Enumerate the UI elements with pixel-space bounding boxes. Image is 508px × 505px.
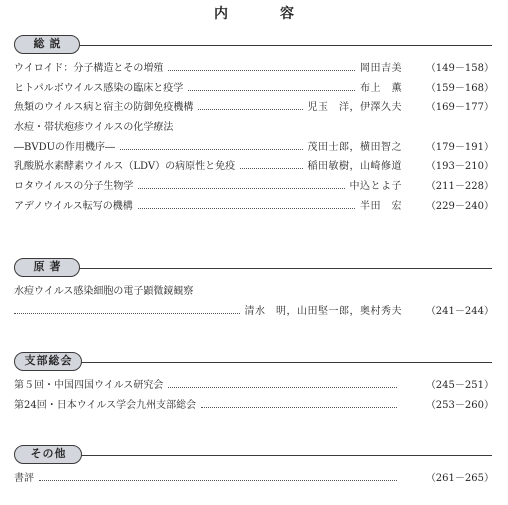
entry-list	[14, 59, 494, 217]
toc-entry	[14, 197, 494, 217]
entry-title: ヒトパルボウイルス感染の臨床と疫学	[14, 82, 184, 94]
dot-leader	[138, 180, 344, 189]
dot-leader	[168, 379, 397, 388]
section-other	[14, 445, 494, 489]
entry-title: 書評	[14, 473, 34, 484]
entry-pages: （193－210）	[425, 161, 494, 173]
section-rule	[34, 268, 492, 269]
toc-entry	[14, 138, 494, 158]
entry-pages: （229－240）	[425, 200, 494, 212]
entry-list	[14, 282, 494, 321]
toc-entry	[14, 177, 494, 197]
entry-title: ウイロイド：分子構造とその増殖	[14, 63, 164, 74]
entry-authors: 半田 宏	[360, 200, 402, 212]
section-rule	[34, 362, 492, 363]
toc-entry	[14, 302, 494, 322]
toc-entry	[14, 59, 494, 79]
entry-authors: 中込とよ子	[349, 181, 402, 193]
section-original	[14, 258, 494, 321]
entry-authors: 茂田士郎，横田智之	[307, 141, 402, 153]
dot-leader	[188, 82, 355, 91]
section-label: 総説	[14, 35, 80, 54]
entry-title: ロタウイルスの分子生物学	[14, 181, 134, 193]
dot-leader	[14, 305, 240, 314]
entry-pages: （261－265）	[425, 473, 494, 484]
section-label: 原著	[14, 258, 80, 277]
section-label: 支部総会	[14, 352, 82, 371]
entry-title: 水痘・帯状疱疹ウイルスの化学療法	[14, 122, 174, 134]
section-heading	[14, 258, 494, 278]
entry-title: 乳酸脱水素酵素ウイルス（LDV）の病原性と免疫	[14, 161, 236, 173]
toc-entry	[14, 118, 494, 138]
entry-authors: 児玉 洋，伊澤久夫	[307, 102, 402, 114]
entry-pages: （245－251）	[425, 380, 494, 391]
section-review	[14, 35, 494, 217]
entry-pages: （159－168）	[425, 82, 494, 94]
dot-leader	[198, 101, 302, 110]
dot-leader	[240, 160, 302, 169]
toc-entry	[14, 98, 494, 118]
dot-leader	[168, 62, 355, 71]
section-heading	[14, 445, 494, 465]
entry-title: アデノウイルス転写の機構	[14, 200, 133, 212]
page-title: 内容	[214, 6, 346, 22]
dot-leader	[120, 141, 302, 150]
section-label: その他	[14, 445, 82, 464]
toc-entry	[14, 79, 494, 99]
dot-leader	[39, 472, 397, 481]
entry-list	[14, 376, 494, 415]
toc-entry	[14, 282, 494, 302]
entry-authors: 清水 明，山田堅一郎，奥村秀夫	[244, 305, 402, 317]
entry-title: 水痘ウイルス感染細胞の電子顕微鏡観察	[14, 286, 194, 297]
section-heading	[14, 35, 494, 55]
toc-entry	[14, 396, 494, 416]
entry-list	[14, 469, 494, 489]
entry-title: 第５回・中国四国ウイルス研究会	[14, 380, 164, 391]
section-branch-meeting	[14, 352, 494, 415]
section-rule	[34, 455, 492, 456]
entry-pages: （149－158）	[425, 63, 494, 74]
entry-title: ―BVDUの作用機序―	[14, 141, 116, 153]
entry-pages: （179－191）	[425, 141, 494, 153]
dot-leader	[201, 399, 397, 408]
dot-leader	[138, 200, 355, 209]
toc-entry	[14, 157, 494, 177]
section-rule	[34, 45, 492, 46]
toc-entry	[14, 469, 494, 489]
entry-authors: 岡田吉美	[360, 63, 402, 74]
entry-title: 魚類のウイルス病と宿主の防御免疫機構	[14, 102, 194, 114]
entry-pages: （169－177）	[425, 102, 494, 114]
entry-pages: （241－244）	[425, 305, 494, 317]
entry-title: 第24回・日本ウイルス学会九州支部総会	[14, 399, 197, 411]
entry-authors: 布上 薫	[360, 82, 402, 94]
entry-pages: （211－228）	[425, 181, 494, 193]
entry-authors: 稲田敏樹，山崎修道	[307, 161, 402, 173]
entry-pages: （253－260）	[425, 399, 494, 411]
section-heading	[14, 352, 494, 372]
toc-entry	[14, 376, 494, 396]
